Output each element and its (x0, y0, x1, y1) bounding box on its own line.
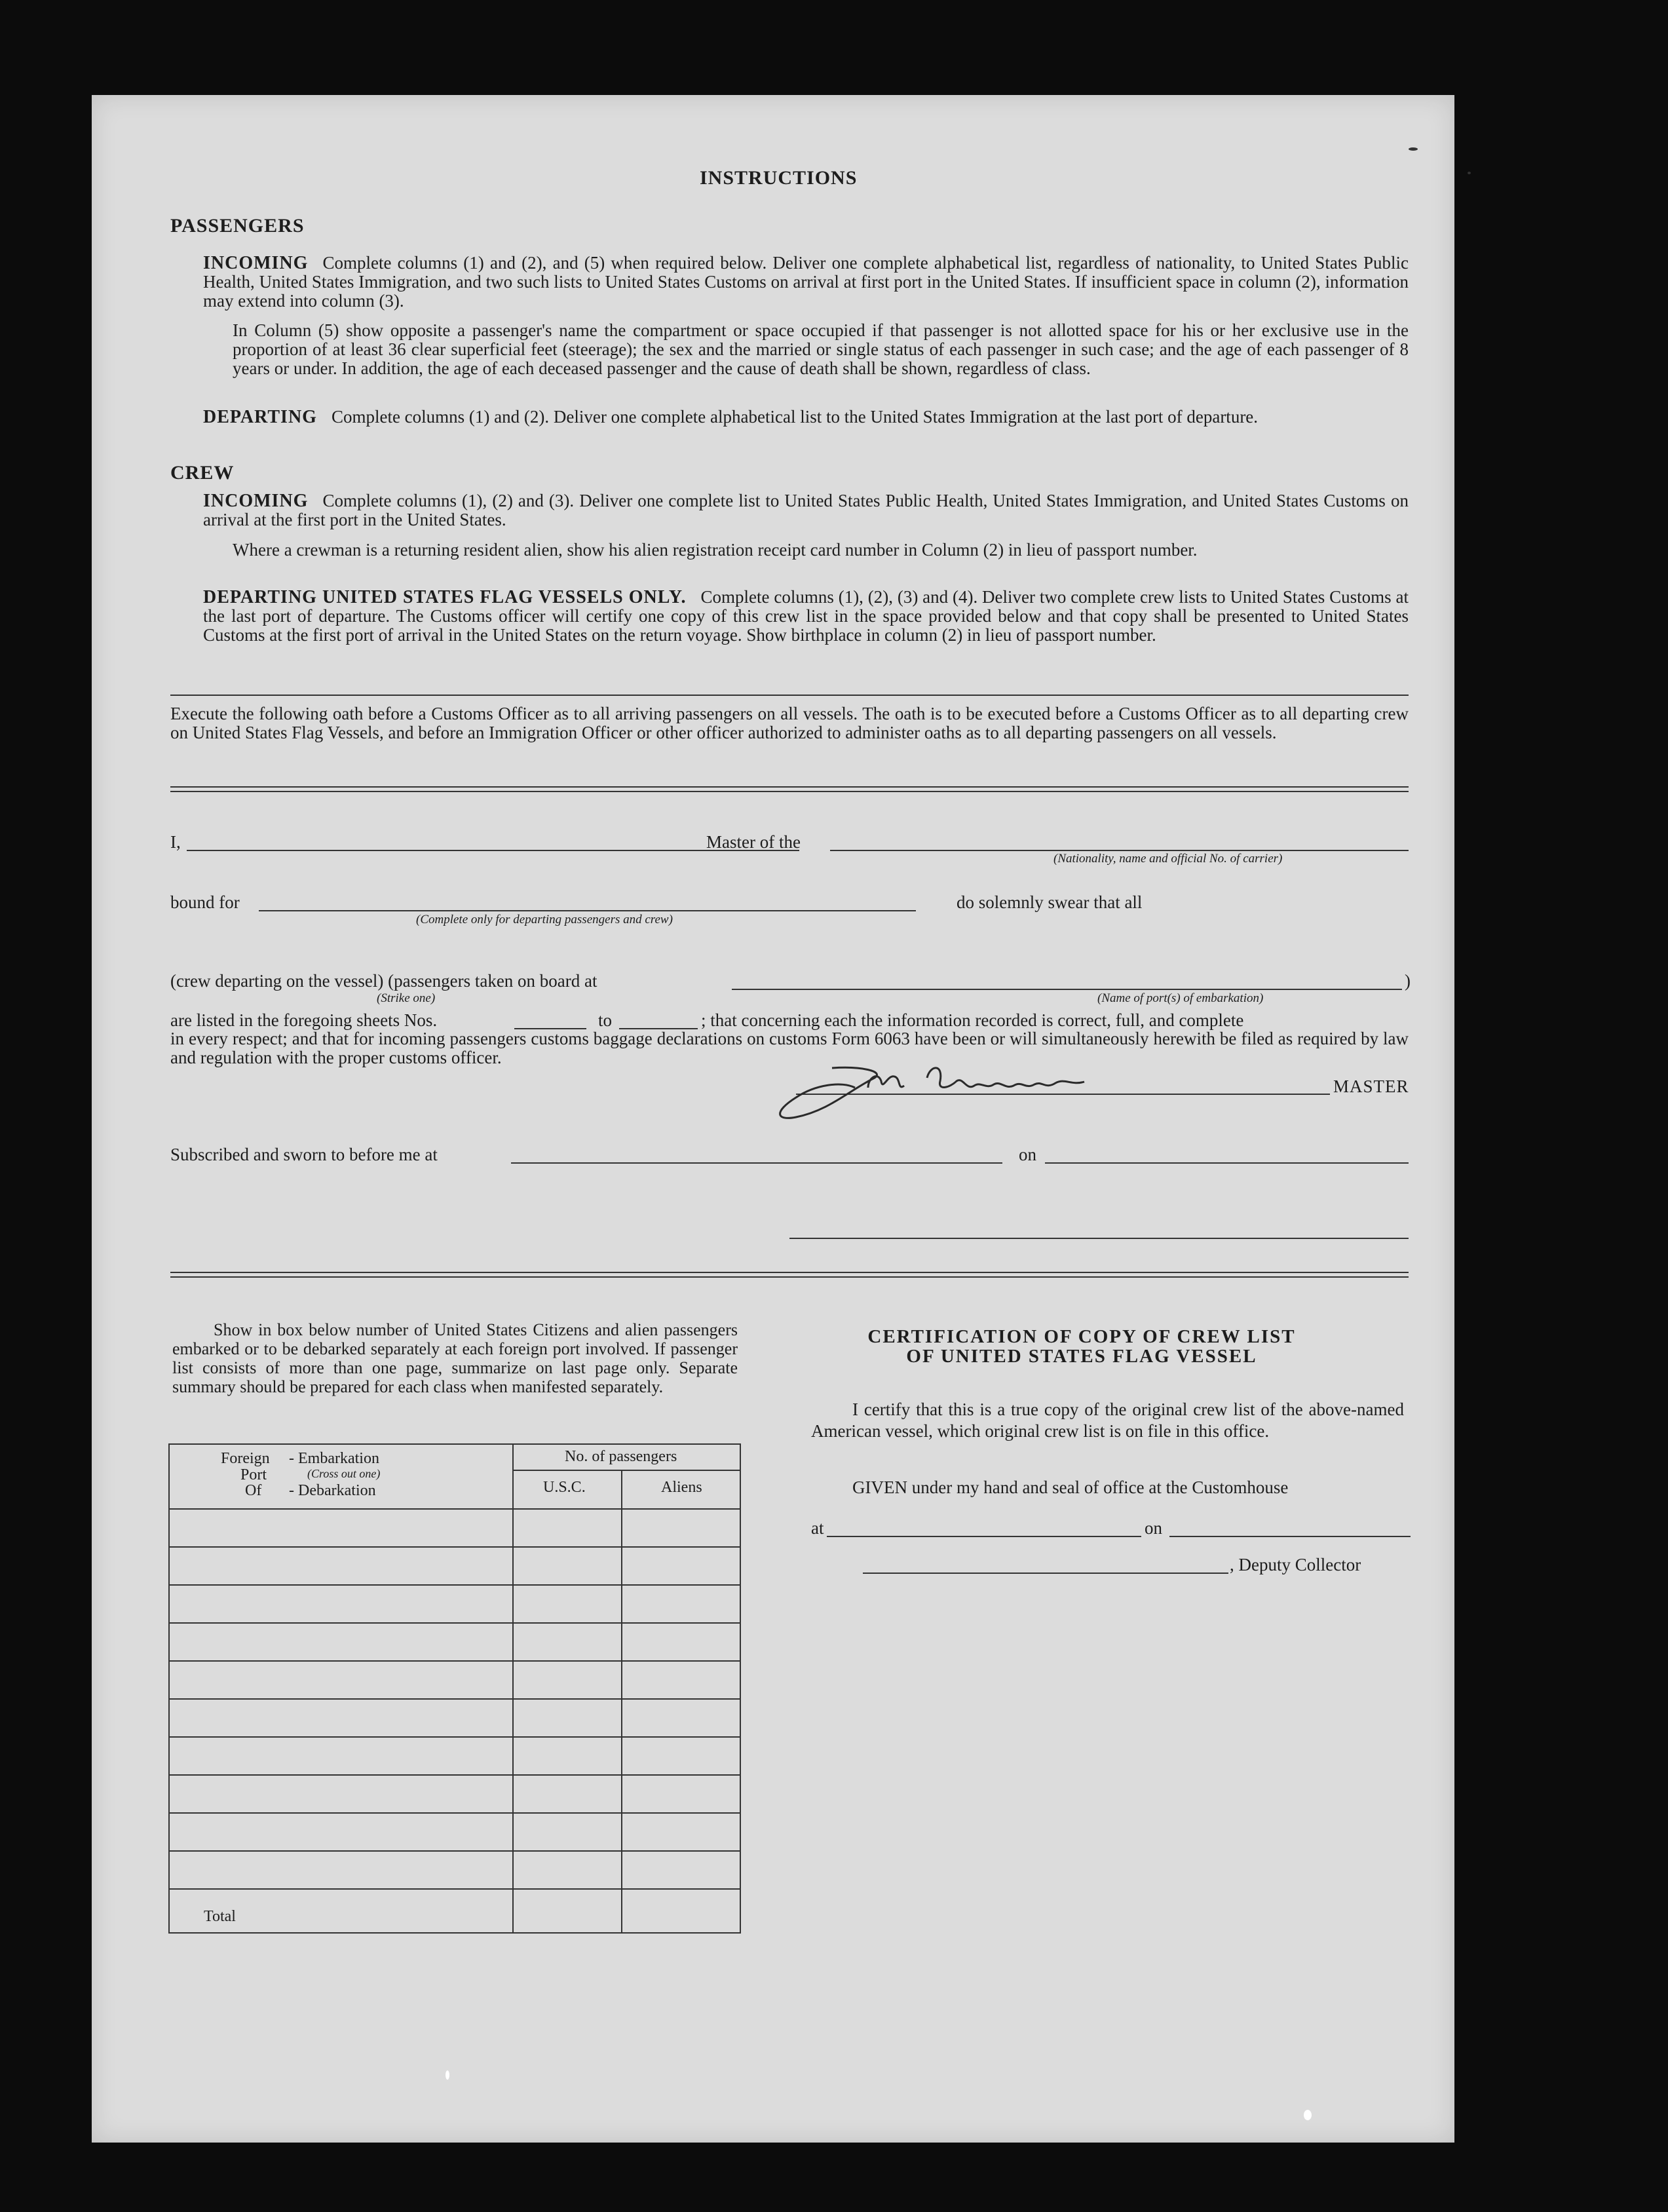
passengers-incoming-paragraph (203, 254, 1409, 311)
certification-given: GIVEN under my hand and seal of office at the Customhouse (852, 1478, 1289, 1497)
table-row-rule (170, 1812, 740, 1814)
certification-body: I certify that this is a true copy of the original crew list of the above-named American vessel, which original crew list is on file in this office. (811, 1400, 1404, 1441)
certification-on-label: on (1145, 1518, 1162, 1538)
certification-title-line1: CERTIFICATION OF COPY OF CREW LIST (867, 1326, 1296, 1347)
carrier-field[interactable] (830, 850, 1409, 851)
table-row-rule (170, 1660, 740, 1662)
col-embarkation: - Embarkation (289, 1450, 379, 1467)
solemnly-swear-label: do solemnly swear that all (957, 892, 1143, 912)
col-aliens: Aliens (661, 1479, 702, 1496)
total-label: Total (204, 1908, 236, 1925)
table-col-divider-1 (512, 1445, 514, 1932)
scan-speck (1304, 2110, 1312, 2120)
scan-speck (1409, 147, 1418, 151)
bound-for-field[interactable] (259, 910, 916, 911)
col-port: Port (240, 1466, 267, 1483)
crew-flag-text: Complete columns (1), (2), (3) and (4). Deliver two complete crew lists to United States Customs at the last port of departure. The Customs officer will certify one copy of this crew list in the space provided below and that copy shall be presented to United States Customs at the first port of arrival in the United States on the return voyage. Show birthplace in column (2) in lieu of passport number. (203, 587, 1409, 645)
divider-rule (170, 695, 1409, 696)
passengers-heading: PASSENGERS (170, 215, 305, 237)
passengers-departing-label: DEPARTING (203, 407, 317, 427)
table-header-sub-rule (512, 1470, 740, 1471)
table-row-rule (170, 1546, 740, 1548)
table-header-rule (170, 1508, 740, 1510)
col-of: Of (245, 1482, 262, 1499)
crew-heading: CREW (170, 462, 235, 484)
passenger-summary-table (168, 1443, 741, 1934)
bound-for-label: bound for (170, 892, 240, 912)
master-label: MASTER (1333, 1077, 1409, 1096)
carrier-caption: (Nationality, name and official No. of carrier) (1053, 852, 1283, 866)
scan-speck (1468, 172, 1471, 174)
col-no-passengers: No. of passengers (565, 1448, 677, 1465)
crew-flag-label: DEPARTING UNITED STATES FLAG VESSELS ONLY. (203, 587, 687, 607)
table-row-rule (170, 1774, 740, 1776)
page-title: INSTRUCTIONS (700, 167, 858, 189)
scan-speck (445, 2070, 449, 2080)
certification-at-label: at (811, 1518, 824, 1538)
passengers-departing-text: Complete columns (1) and (2). Deliver one complete alphabetical list to the United States Immigration at the last port of departure. (331, 407, 1259, 427)
subscribed-label: Subscribed and sworn to before me at (170, 1145, 438, 1164)
crew-departing-label: (crew departing on the vessel) (passengers taken on board at (170, 971, 597, 991)
oath-i-label: I, (170, 832, 181, 852)
crew-flag-paragraph (203, 588, 1409, 645)
crew-incoming-paragraph (203, 491, 1409, 529)
crew-incoming-text: Complete columns (1), (2) and (3). Deliver one complete list to United States Public Health, United States Immigration, and United States Customs on arrival at the first port in the United States. (203, 491, 1409, 529)
double-rule-bottom (170, 1272, 1409, 1278)
summary-intro: Show in box below number of United States Citizens and alien passengers embarked or to be debarked separately at each foreign port involved. If passenger list consists of more than one page, summarize on last page only. Separate summary should be prepared for each class when manifested separately. (172, 1320, 738, 1396)
sheets-to-label: to (598, 1010, 613, 1030)
concerning-text: ; that concerning each the information recorded is correct, full, and complete (701, 1010, 1244, 1030)
deputy-collector-label: , Deputy Collector (1230, 1555, 1361, 1574)
sworn-date-field[interactable] (1045, 1162, 1409, 1164)
certification-title-line2: OF UNITED STATES FLAG VESSEL (906, 1346, 1257, 1367)
table-row-rule (170, 1888, 740, 1890)
oath-intro-paragraph: Execute the following oath before a Customs Officer as to all arriving passengers on all vessels. The oath is to be executed before a Customs Officer as to all departing crew on United States Flag Vessels, and before an Immigration Officer or other officer authorized to administer oaths as to all departing passengers on all vessels. (170, 704, 1409, 742)
passengers-incoming-text: Complete columns (1) and (2), and (5) when required below. Deliver one complete alphabetical list, regardless of nationality, to United States Public Health, United States Immigration, and two such lists to United States Customs on arrival at first port in the United States. If insufficient space in column (2), information may extend into column (3). (203, 253, 1409, 311)
oath-rest-text: in every respect; and that for incoming passengers customs baggage declarations on customs Form 6063 have been or will simultaneously herewith be filed as required by law and regulation with the proper customs officer. (170, 1029, 1409, 1067)
col-foreign: Foreign (221, 1450, 270, 1467)
crew-incoming-label: INCOMING (203, 491, 309, 511)
col-usc: U.S.C. (543, 1479, 586, 1496)
sworn-on-label: on (1019, 1145, 1036, 1164)
double-rule-top (170, 786, 1409, 792)
table-row-rule (170, 1736, 740, 1738)
passengers-departing-paragraph (203, 408, 1409, 427)
deputy-collector-field[interactable] (863, 1573, 1228, 1574)
embarkation-ports-field[interactable] (732, 989, 1402, 990)
table-row-rule (170, 1850, 740, 1852)
certification-date-field[interactable] (1169, 1536, 1411, 1537)
table-row-rule (170, 1584, 740, 1586)
column5-paragraph: In Column (5) show opposite a passenger's name the compartment or space occupied if that passenger is not allotted space for his or her exclusive use in the proportion of at least 36 clear superficial feet (steerage); the sex and the married or single status of each passenger in such case; and the age of each passenger of 8 years or under. In addition, the age of each deceased passenger and the cause of death shall be shown, regardless of class. (233, 320, 1409, 378)
passengers-incoming-label: INCOMING (203, 253, 309, 273)
officer-signature-field[interactable] (789, 1238, 1409, 1239)
col-cross-out: (Cross out one) (307, 1467, 381, 1480)
listed-in-label: are listed in the foregoing sheets Nos. (170, 1010, 438, 1030)
bound-for-caption: (Complete only for departing passengers and crew) (416, 913, 673, 926)
ports-caption: (Name of port(s) of embarkation) (1097, 991, 1264, 1005)
table-row-rule (170, 1698, 740, 1700)
crew-resident-paragraph: Where a crewman is a returning resident alien, show his alien registration receipt card number in Column (2) in lieu of passport number. (233, 540, 1198, 560)
table-col-divider-2 (621, 1470, 622, 1932)
master-signature (770, 1052, 1215, 1124)
close-paren: ) (1405, 971, 1411, 991)
master-of-the-label: Master of the (706, 832, 801, 852)
customhouse-place-field[interactable] (827, 1536, 1141, 1537)
col-debarkation: - Debarkation (289, 1482, 376, 1499)
table-row-rule (170, 1622, 740, 1624)
sworn-place-field[interactable] (511, 1162, 1002, 1164)
strike-one-caption: (Strike one) (377, 991, 436, 1005)
